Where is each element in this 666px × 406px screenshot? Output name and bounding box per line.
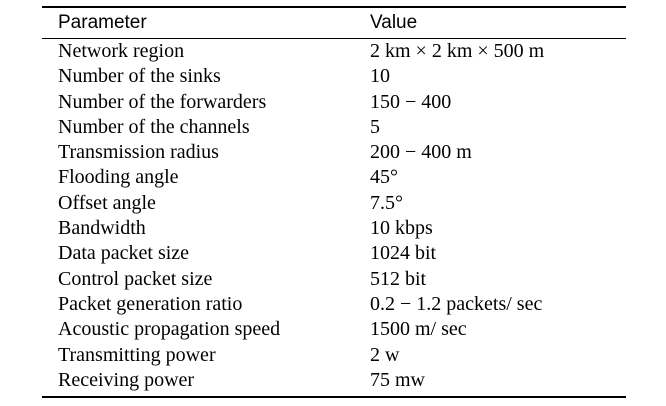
- row-parameter: Transmitting power: [58, 343, 216, 366]
- table-row: [42, 241, 626, 266]
- header-parameter: Parameter: [58, 12, 147, 33]
- row-parameter: Flooding angle: [58, 166, 179, 189]
- table-bottom-rule: [42, 396, 626, 398]
- row-value: 45°: [370, 166, 398, 189]
- table-row: [42, 90, 626, 115]
- row-value: 7.5°: [370, 191, 403, 214]
- table-row: [42, 115, 626, 140]
- row-value: 512 bit: [370, 267, 427, 290]
- table-row: [42, 64, 626, 89]
- row-value: 0.2 − 1.2 packets/ sec: [370, 292, 543, 315]
- parameter-table: [42, 6, 626, 398]
- table-row: [42, 165, 626, 190]
- table-body: [42, 39, 626, 396]
- row-value: 1500 m/ sec: [370, 318, 467, 341]
- row-parameter: Number of the forwarders: [58, 90, 267, 113]
- table-row: [42, 343, 626, 368]
- row-parameter: Receiving power: [58, 368, 195, 391]
- row-value: 75 mw: [370, 368, 425, 391]
- table-row: [42, 216, 626, 241]
- row-parameter: Data packet size: [58, 242, 190, 265]
- row-value: 150 − 400: [370, 90, 452, 113]
- table-row: [42, 39, 626, 64]
- table-row: [42, 292, 626, 317]
- row-value: 10: [370, 65, 390, 88]
- table-row: [42, 191, 626, 216]
- table-row: [42, 267, 626, 292]
- row-parameter: Number of the sinks: [58, 65, 221, 88]
- table-row: [42, 140, 626, 165]
- row-value: 1024 bit: [370, 242, 437, 265]
- row-parameter: Number of the channels: [58, 115, 250, 138]
- row-parameter: Packet generation ratio: [58, 292, 243, 315]
- row-value: 10 kbps: [370, 217, 433, 240]
- table-header-row: [42, 8, 626, 38]
- row-parameter: Offset angle: [58, 191, 156, 214]
- row-parameter: Network region: [58, 40, 185, 62]
- table-row: [42, 317, 626, 342]
- row-parameter: Control packet size: [58, 267, 213, 290]
- row-parameter: Bandwidth: [58, 217, 146, 240]
- row-parameter: Acoustic propagation speed: [58, 318, 281, 341]
- row-value: 5: [370, 115, 380, 138]
- header-value: Value: [370, 12, 418, 33]
- row-parameter: Transmission radius: [58, 141, 219, 164]
- row-value: 200 − 400 m: [370, 141, 472, 164]
- row-value: 2 w: [370, 343, 400, 366]
- row-value: 2 km × 2 km × 500 m: [370, 40, 545, 62]
- table-row: [42, 368, 626, 393]
